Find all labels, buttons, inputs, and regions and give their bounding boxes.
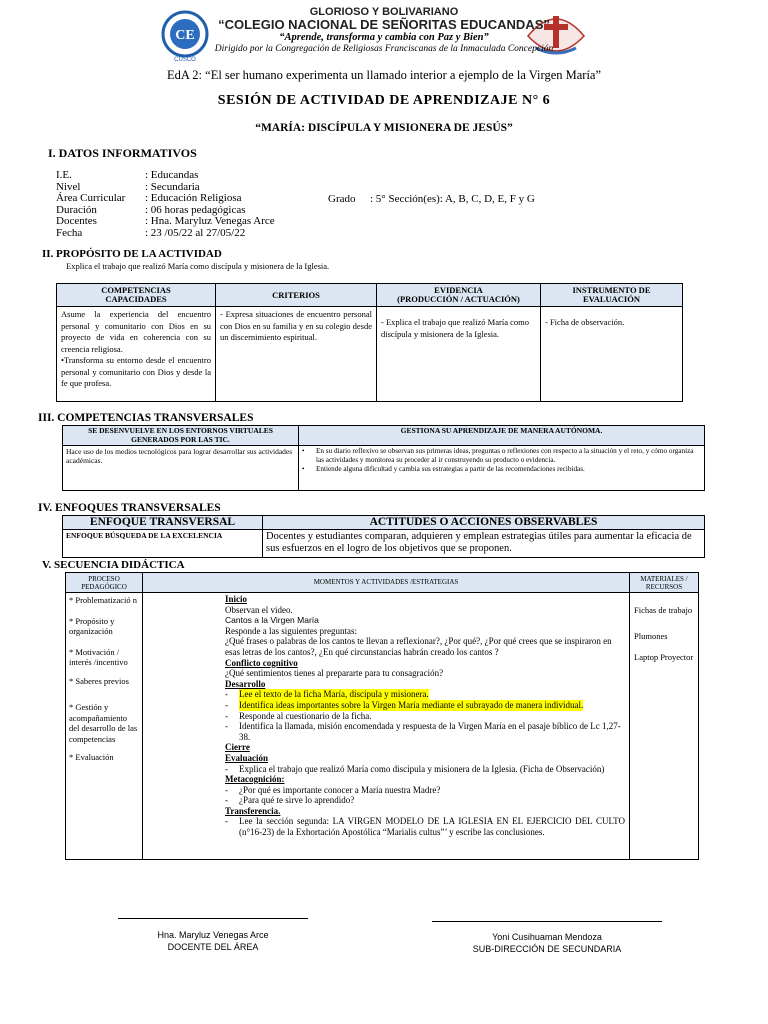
page-title: SESIÓN DE ACTIVIDAD DE APRENDIZAJE N° 6 (217, 93, 551, 108)
purpose-table (56, 283, 683, 402)
materiales-cell: Fichas de trabajo Plumones Laptop Proyector (630, 593, 699, 860)
header-evidencia: EVIDENCIA (PRODUCCIÓN / ACTUACIÓN) (377, 284, 541, 307)
competencias-cell: Asume la experiencia del encuentro personal y comunitario con Dios en su proyecto de vida en coherencia con su creencia religiosa. •Transforma su entorno desde el encuentro personal y comunitario con Dios y desde la fe que profesa. (57, 307, 216, 402)
signature-right: Yoni Cusihuaman Mendoza SUB-DIRECCIÓN DE SECUNDARIA (472, 932, 622, 954)
header-tic: SE DESENVUELVE EN LOS ENTORNOS VIRTUALES GENERADOS POR LAS TIC. (63, 426, 299, 446)
header-instrumento: INSTRUMENTO DE EVALUACIÓN (541, 284, 683, 307)
enfoques-table (62, 515, 705, 558)
section-4-heading: IV. ENFOQUES TRANSVERSALES (38, 502, 221, 514)
section-5-heading: V. SECUENCIA DIDÁCTICA (42, 559, 185, 571)
header-actitudes: ACTITUDES O ACCIONES OBSERVABLES (263, 516, 705, 530)
tic-text: Hace uso de los medios tecnológicos para lograr desarrollar sus actividades académicas. (63, 446, 299, 491)
datos-labels: I.E. Nivel Área Curricular Duración Docentes Fecha (56, 169, 126, 239)
logo-initials: CE (175, 28, 195, 43)
autonomo-bullets: • En su diario reflexivo se observan sus primeras ideas, preguntas o reflexiones con respecto a la situación y el reto, y cómo organiza las actividades y monitorea su proceder al ir construyendo su producto o evidencia. • Entiende alguna dificultad y cambia sus estrategias a partir de las recomendaciones recibidas. (299, 446, 705, 491)
school-direction: Dirigido por la Congregación de Religiosas Franciscanas de la Inmaculada Concepción (214, 44, 554, 54)
procesos-cell: * Problematizació n * Propósito y organización * Motivación / interés /incentivo * Saberes previos * Gestión y acompañamiento del desarrollo de las competencias * Evaluación (66, 593, 143, 860)
purpose-text: Explica el trabajo que realizó María como discípula y misionera de la Iglesia. (66, 261, 330, 271)
header-competencias: COMPETENCIAS CAPACIDADES (57, 284, 216, 307)
instrumento-cell: - Ficha de observación. (541, 307, 683, 402)
header-line1: GLORIOSO Y BOLIVARIANO (309, 6, 459, 18)
signature-line-left (118, 918, 308, 919)
section-1-heading: I. DATOS INFORMATIVOS (48, 146, 197, 160)
datos-values: : Educandas : Secundaria : Educación Religiosa : 06 horas pedagógicas : Hna. Maryluz Venegas Arce : 23 /05/22 al 27/05/22 (145, 169, 275, 239)
header-enfoque: ENFOQUE TRANSVERSAL (63, 516, 263, 530)
eda-line: EdA 2: “El ser humano experimenta un llamado interior a ejemplo de la Virgen María” (166, 68, 602, 82)
logo-city: CUSCO (174, 57, 196, 62)
momentos-cell: Inicio Observan el video. Cantos a la Virgen María Responde a las siguientes preguntas: ¿Qué frases o palabras de los cantos te llevan a reflexionar?, ¿Por qué?, ¿Por qué crees que se inspiraron en esas letras de los cantos?, ¿En qué circunstancias habrán creado los cantos ? Conflicto cognitivo ¿Qué sentimientos tienes al prepararte para tu consagración? Desarrollo - Lee el texto de la ficha María, discípula y misionera. - Identifica ideas importantes sobre la Virgen María mediante el subrayado de manera individual. - Responde al cuestionario de la ficha. - Identifica la llamada, misión encomendada y respuesta de la Virgen María en el pasaje bíblico de Lc 1,27-38. Cierre Evaluación - Explica el trabajo que realizó María como discípula y misionera de la Iglesia. (Ficha de Observación) Metacognición: - ¿Por qué es importante conocer a María nuestra Madre? - ¿Para qué te sirve lo aprendido? Transferencia. - Lee la sección segunda: LA VIRGEN MODELO DE LA IGLESIA EN EL EJERCICIO DEL CULTO (n°16-23) de la Exhortación Apostólica “Marialis cultus”’ y escribe las conclusiones. (143, 593, 630, 860)
school-name: “COLEGIO NACIONAL DE SEÑORITAS EDUCANDAS” (218, 17, 550, 32)
header-autonomo: GESTIONA SU APRENDIZAJE DE MANERA AUTÓNOMA. (299, 426, 705, 446)
signature-line-right (432, 921, 662, 922)
signature-left: Hna. Maryluz Venegas Arce DOCENTE DEL ÁREA (157, 930, 269, 952)
header-momentos: MOMENTOS Y ACTIVIDADES /ESTRATEGIAS (143, 573, 630, 593)
grado-label: Grado (328, 193, 356, 205)
transversal-competencies-table (62, 425, 705, 491)
school-motto: “Aprende, transforma y cambia con Paz y Bien” (279, 32, 489, 43)
section-2-heading: II. PROPÓSITO DE LA ACTIVIDAD (42, 248, 222, 260)
enfoque-actitudes: Docentes y estudiantes comparan, adquieren y emplean estrategias útiles para aumentar la eficacia de sus esfuerzos en el logro de los objetivos que se proponen. (263, 530, 705, 558)
header-materiales: MATERIALES / RECURSOS (630, 573, 699, 593)
section-3-heading: III. COMPETENCIAS TRANSVERSALES (38, 412, 254, 424)
enfoque-name: ENFOQUE BÚSQUEDA DE LA EXCELENCIA (63, 530, 263, 558)
evidencia-cell: - Explica el trabajo que realizó María como discípula y misionera de la Iglesia. (377, 307, 541, 402)
page-subtitle: “MARÍA: DISCÍPULA Y MISIONERA DE JESÚS” (255, 122, 513, 134)
grado-value: : 5° Sección(es): A, B, C, D, E, F y G (370, 193, 535, 205)
secuencia-table (65, 572, 699, 860)
header-criterios: CRITERIOS (216, 284, 377, 307)
criterios-cell: - Expresa situaciones de encuentro personal con Dios en su familia y en su colegio desde un discernimiento espiritual. (216, 307, 377, 402)
header-proceso: PROCESO PEDAGÓGICO (66, 573, 143, 593)
